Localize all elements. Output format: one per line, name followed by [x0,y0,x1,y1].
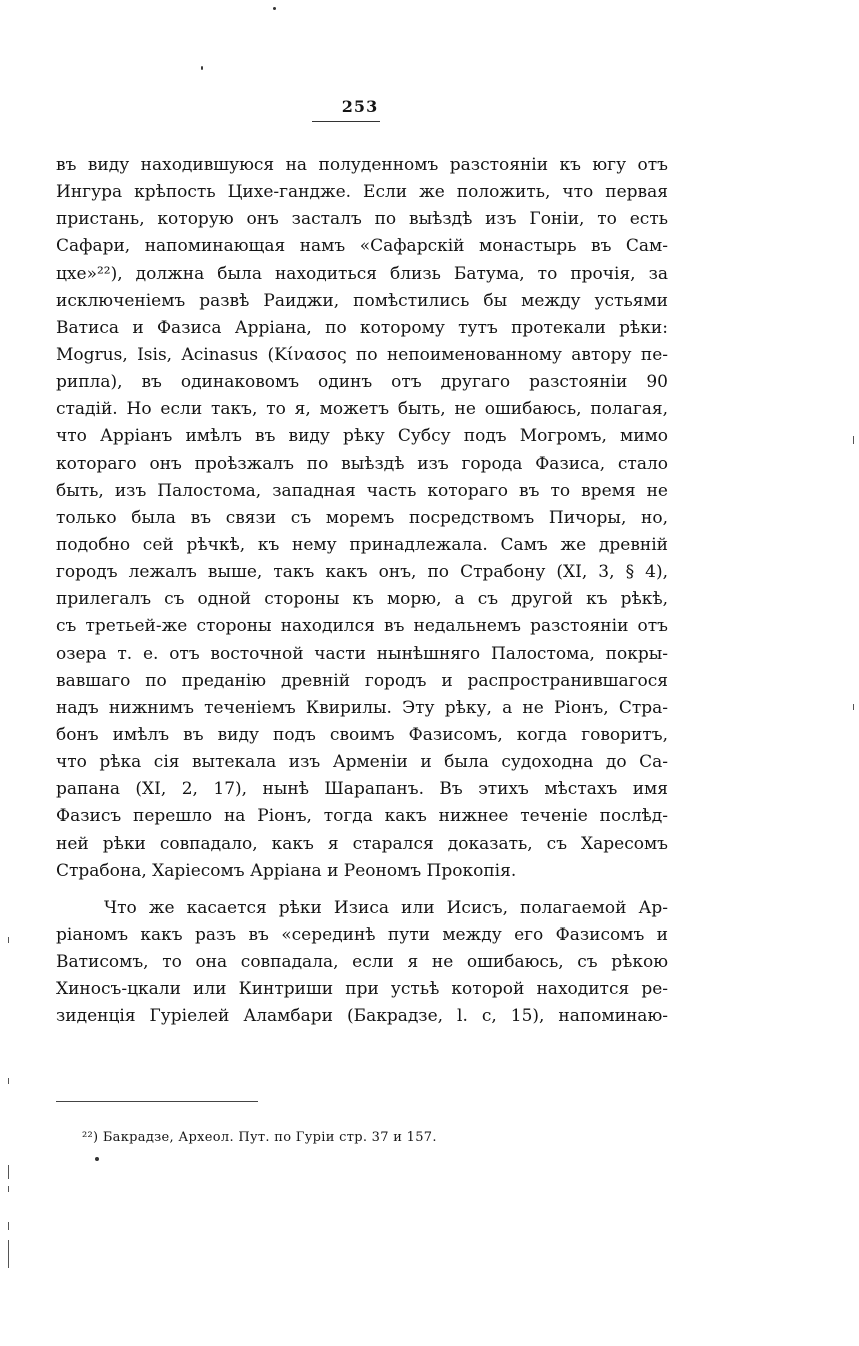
text-line: Фазисъ перешло на Ріонъ, тогда какъ нижнее теченіе послѣд- [56,806,668,827]
scan-edge-mark [8,1078,9,1084]
print-speck [95,1157,99,1161]
scan-edge-mark [853,704,854,710]
text-line: что рѣка сія вытекала изъ Арменіи и была судоходна до Са- [56,752,668,773]
text-line: только была въ связи съ моремъ посредствомъ Пичоры, но, [56,507,668,528]
text-line: Mogrus, Isis, Acinasus (Κίνασος по непоименованному автору пе- [56,344,668,365]
footnote-rule [56,1101,258,1102]
text-line: рипла), въ одинаковомъ одинъ отъ другаго разстояніи 90 [56,372,668,393]
print-speck [201,66,203,70]
text-line: цхе»²²), должна была находиться близь Батума, то прочія, за [56,263,668,284]
text-line: пристань, которую онъ засталъ по выѣздѣ изъ Гоніи, то есть [56,209,668,230]
text-line: Хиносъ-цкали или Кинтриши при устьѣ которой находится ре- [56,979,668,1000]
text-line: что Арріанъ имѣлъ въ виду рѣку Субсу подъ Могромъ, мимо [56,426,668,447]
text-line: озера т. е. отъ восточной части нынѣшняго Палостома, покры- [56,643,668,664]
text-line: Ингура крѣпость Цихе-гандже. Если же положить, что первая [56,182,668,203]
text-line: ріаномъ какъ разъ въ «серединѣ пути между его Фазисомъ и [56,924,668,945]
scan-edge-mark [8,937,9,943]
text-line: зиденція Гуріелей Аламбари (Бакрадзе, l. с, 15), напоминаю- [56,1006,668,1027]
text-line: Страбона, Харіесомъ Арріана и Реономъ Прокопія. [56,860,517,881]
text-line: стадій. Но если такъ, то я, можетъ быть, не ошибаюсь, полагая, [56,399,668,420]
text-line: прилегалъ съ одной стороны къ морю, а съ другой къ рѣкѣ, [56,589,668,610]
page-number: 253 [341,97,379,116]
print-speck [273,7,276,10]
text-line: надъ нижнимъ теченіемъ Квирилы. Эту рѣку, а не Ріонъ, Стра- [56,697,668,718]
text-line: Что же касается рѣки Изиса или Исисъ, полагаемой Ар- [104,897,668,918]
paragraph-2 [56,895,668,1031]
text-line: городъ лежалъ выше, такъ какъ онъ, по Страбону (XI, 3, § 4), [56,562,668,583]
body-text [56,152,668,1031]
text-line: ней рѣки совпадало, какъ я старался доказать, съ Харесомъ [56,833,668,854]
text-line: съ третьей-же стороны находился въ недальнемъ разстояніи отъ [56,616,668,637]
scan-edge-mark [8,1222,9,1230]
text-line: въ виду находившуюся на полуденномъ разстояніи къ югу отъ [56,155,668,175]
paragraph-1 [56,152,668,885]
scan-edge-mark [853,436,854,444]
page-number-rule [312,121,380,122]
text-line: быть, изъ Палостома, западная часть котораго въ то время не [56,480,668,501]
text-line: Сафари, напоминающая намъ «Сафарскій монастырь въ Сам- [56,236,668,257]
text-line: вавшаго по преданію древній городъ и распространившагося [56,670,668,691]
text-line: исключеніемъ развѣ Раиджи, помѣстились бы между устьями [56,290,668,311]
footnote: ²²) Бакрадзе, Археол. Пут. по Гуріи стр. 37 и 157. [82,1130,437,1145]
text-line: рапана (XI, 2, 17), нынѣ Шарапанъ. Въ этихъ мѣстахъ имя [56,779,668,800]
scan-edge-mark [8,1186,9,1192]
scan-edge-mark [8,1165,9,1179]
text-line: котораго онъ проѣзжалъ по выѣздѣ изъ города Фазиса, стало [56,453,668,474]
paragraph-gap [56,885,668,895]
text-line: бонъ имѣлъ въ виду подъ своимъ Фазисомъ, когда говоритъ, [56,724,668,745]
text-line: подобно сей рѣчкѣ, къ нему принадлежала. Самъ же древній [56,534,668,555]
text-line: Ватиса и Фазиса Арріана, по которому тутъ протекали рѣки: [56,317,668,338]
text-line: Ватисомъ, то она совпадала, если я не ошибаюсь, съ рѣкою [56,952,668,973]
scan-edge-mark [8,1240,9,1268]
